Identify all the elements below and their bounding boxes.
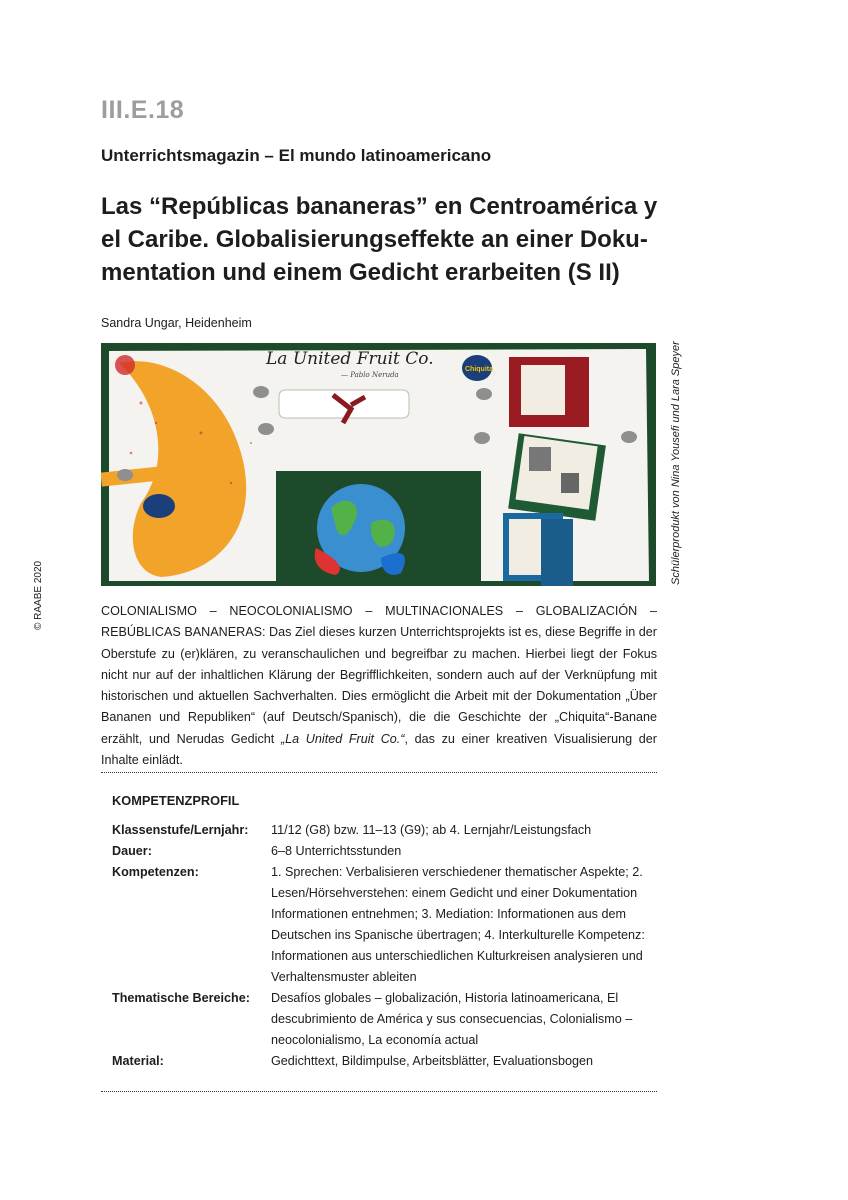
title-line: Las “Repúblicas bananeras” en Centroamérica y: [101, 193, 658, 220]
chiquita-sticker: [143, 494, 175, 518]
kompetenzprofil-heading: KOMPETENZPROFIL: [112, 793, 240, 808]
profile-label: Klassenstufe/Lernjahr:: [112, 823, 249, 837]
profile-row: [112, 862, 652, 988]
profile-label: Dauer:: [112, 844, 152, 858]
profile-row: [112, 1051, 652, 1072]
profile-label: Material:: [112, 1054, 164, 1068]
keywords: COLONIALISMO – NEOCOLONIALISMO – MULTINACIONALES – GLOBALIZACIÓN – REBÚBLICAS BANANERAS:: [101, 604, 657, 640]
sticker-label: Chiquita: [465, 366, 493, 373]
poster-illustration: [101, 343, 656, 586]
title-line: mentation und einem Gedicht erarbeiten (S II): [101, 259, 620, 286]
profile-row: [112, 988, 652, 1051]
kompetenzprofil-table: [112, 820, 652, 1072]
profile-value: Desafíos globales – globalización, Historia latinoamericana, El descubrimiento de América y sus consecuencias, Colonialismo – neocolonialismo, La economía actual: [271, 991, 633, 1047]
profile-value: 6–8 Unterrichtsstunden: [271, 844, 402, 858]
poster-title: La United Fruit Co.: [266, 349, 434, 369]
profile-row: [112, 820, 652, 841]
author: Sandra Ungar, Heidenheim: [101, 316, 252, 330]
student-poster-photo: [101, 343, 656, 586]
intro-paragraph: [101, 601, 657, 771]
profile-value: Gedichttext, Bildimpulse, Arbeitsblätter, Evaluationsbogen: [271, 1054, 594, 1068]
dotted-divider-bottom: [101, 1091, 657, 1092]
profile-label: Thematische Bereiche:: [112, 991, 250, 1005]
red-splatter: [115, 355, 135, 375]
intro-text-end: , das zu einer kreativen Visualisierung der Inhalte einlädt.: [101, 731, 657, 768]
profile-row: [112, 841, 652, 862]
profile-label: Kompetenzen:: [112, 865, 199, 879]
profile-value: 11/12 (G8) bzw. 11–13 (G9); ab 4. Lernjahr/Leistungsfach: [271, 823, 592, 837]
profile-value: 1. Sprechen: Verbalisieren verschiedener thematischer Aspekte; 2. Lesen/Hörsehverstehen: einem Gedicht und einer Dokumentation Informationen entnehmen; 3. Mediation: Informationen aus dem Deutschen ins Spanische übertragen; 4. Interkulturelle Kompetenz: Informationen aus unterschiedlichen Kulturkreisen analysieren und Verhaltensmuster ableiten: [271, 865, 645, 984]
intro-text: Das Ziel dieses kurzen Unterrichtsprojekts ist es, diese Begriffe in der Oberstufe zu (er)klären, zu veranschaulichen und begreifbar zu machen. Hierbei liegt der Fokus nicht nur auf der inhaltlichen Klärung der Begrifflichkeiten, sondern auch auf der Verknüpfung mit historischen und aktuellen Sachverhalten. Dies ermöglicht die Arbeit mit der Dokumentation „Über Bananen und Republiken“ (auf Deutsch/Spanisch), die die Geschichte der „Chiquita“-Banane erzählt, und Nerudas Gedicht: [101, 625, 657, 746]
poem-title: „La United Fruit Co.“: [280, 731, 405, 746]
title-line: el Caribe. Globalisierungseffekte an einer Doku-: [101, 226, 648, 253]
series-title: Unterrichtsmagazin – El mundo latinoamericano: [101, 146, 492, 165]
poster-subtitle: — Pablo Neruda: [341, 371, 399, 379]
module-code: III.E.18: [101, 96, 185, 124]
photo-credit: Schülerprodukt von Nina Yousefi und Lara Speyer: [670, 341, 682, 585]
dotted-divider-top: [101, 772, 657, 773]
copyright-notice: © RAABE 2020: [33, 560, 44, 630]
page-title: [101, 190, 661, 289]
